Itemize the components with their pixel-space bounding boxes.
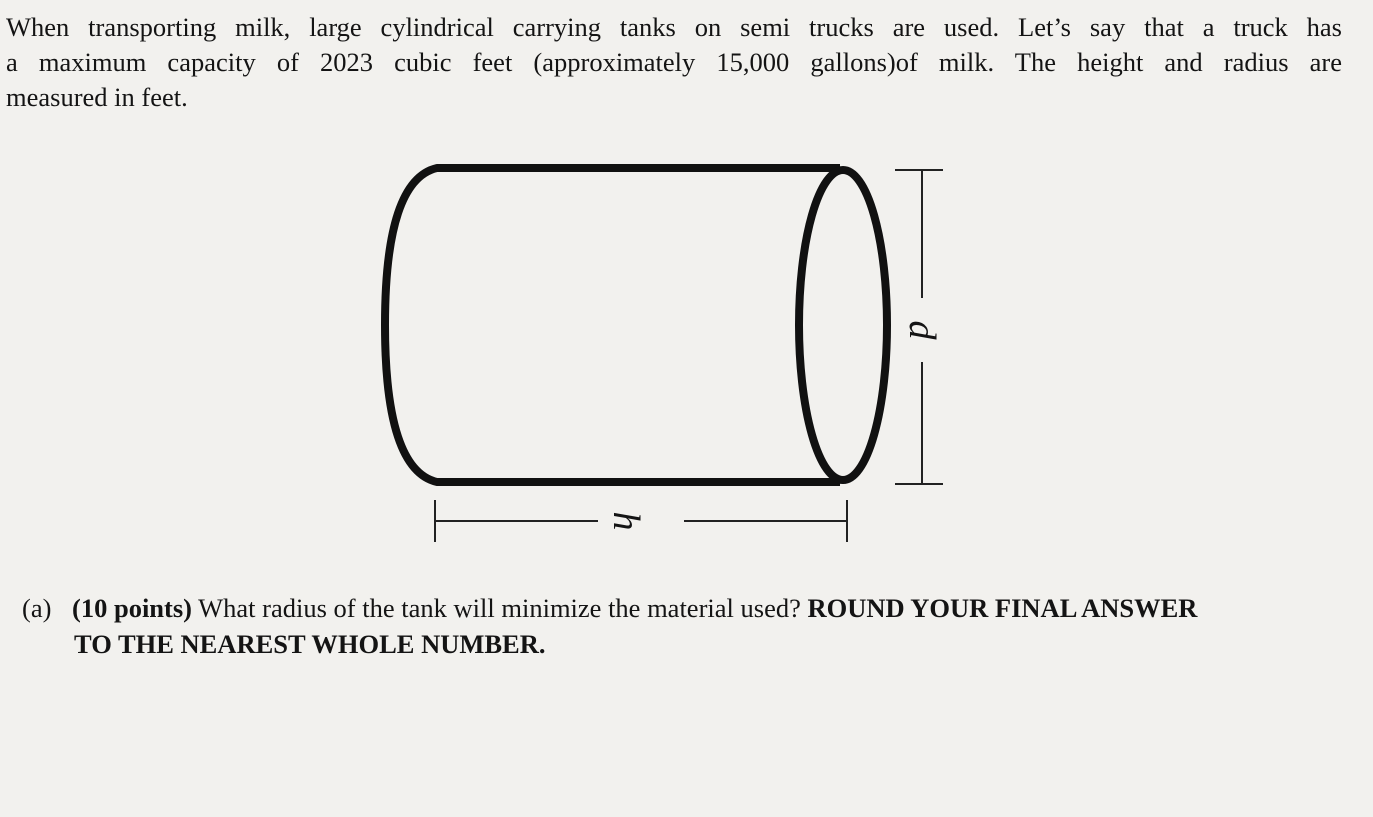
intro-line-1: When transporting milk, large cylindrical carrying tanks on semi trucks are used. Let’s say that a truck has	[6, 12, 1342, 42]
question-instruction-1: ROUND YOUR FINAL ANSWER	[807, 593, 1198, 623]
question-marker: (a)	[22, 593, 52, 623]
question-instruction-2: TO THE NEAREST WHOLE NUMBER.	[74, 629, 546, 659]
height-label: h	[605, 511, 647, 531]
intro-line-2: a maximum capacity of 2023 cubic feet (approximately 15,000 gallons)of milk. The height and radius are	[6, 47, 1342, 77]
question-points: (10 points)	[72, 593, 193, 623]
tank-right-end	[799, 170, 887, 480]
tank-left-end	[385, 168, 437, 482]
diameter-label: d	[901, 320, 943, 340]
question-text: What radius of the tank will minimize the material used?	[192, 593, 808, 623]
question-a	[22, 590, 1352, 662]
intro-line-3: measured in feet.	[6, 82, 188, 112]
